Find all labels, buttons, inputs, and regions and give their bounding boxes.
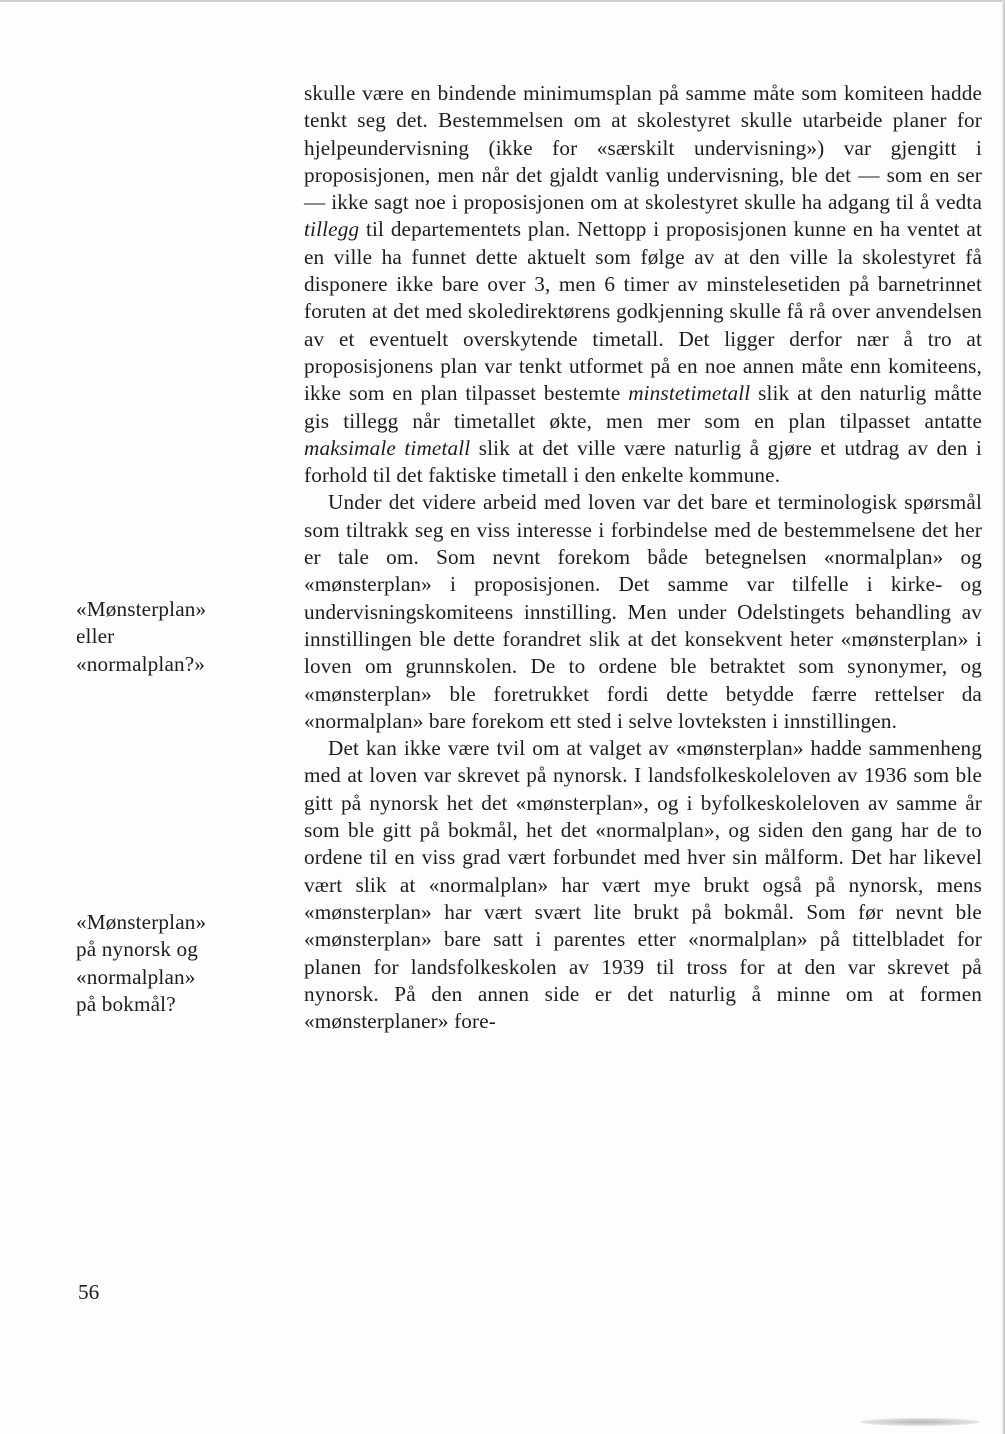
text-segment: Under det videre arbeid med loven var det bare et terminologisk spørsmål som tiltrakk seg en viss interesse i forbindelse med de bestemmelsene det her er tale om. Som nevnt forekom både betegnelsen «normalplan» og «mønsterplan» i proposisjonen. Det samme var tilfelle i kirke- og undervisningskomiteens innstilling. Men under Odelstingets behandling av innstillingen ble dette forandret slik at det konsekvent heter «mønsterplan» i loven om grunnskolen. De to ordene ble betraktet som synonymer, og «mønsterplan» ble foretrukket fordi dette betydde færre rettelser da «normalplan» bare forekom ett sted i selve lovteksten i innstillingen.	[304, 490, 982, 733]
top-edge-line	[0, 0, 1005, 2]
margin-note-nynorsk-bokmal	[76, 909, 276, 1018]
margin-note-line: på nynorsk og	[76, 937, 198, 962]
body-text	[304, 80, 982, 1035]
text-segment: slik at den naturlig måtte gis tillegg når timetallet økte, men mer som en plan tilpasset antatte	[304, 381, 982, 433]
margin-note-line: eller	[76, 624, 115, 649]
text-segment: skulle være en bindende minimumsplan på samme måte som komiteen hadde tenkt seg det. Bestemmelsen om at skolestyret skulle utarbeide planer for hjelpeundervisning (ikke for «særskilt undervisning») var gjengitt i proposisjonen, men når det gjaldt vanlig undervisning, ble det — som en ser — ikke sagt noe i proposisjonen om at skolestyret skulle ha adgang til å vedta	[304, 81, 982, 215]
italic-text-segment: tillegg	[304, 217, 360, 242]
italic-text-segment: minstetimetall	[628, 381, 751, 406]
margin-note-line: «Mønsterplan»	[76, 597, 207, 621]
text-segment: til departementets plan. Nettopp i proposisjonen kunne en ha ventet at en ville ha funnet dette aktuelt som følge av at den ville la skolestyret få disponere ikke bare over 3, men 6 timer av minstelesetiden på barnetrinnet foruten at det med skoledirektørens godkjenning skulle få rå over anvendelsen av et eventuelt overskytende timetall. Det ligger derfor nær å tro at proposisjonens plan var tenkt utformet på en noe annen måte enn komiteens, ikke som en plan tilpasset bestemte	[304, 217, 982, 406]
text-segment: Det kan ikke være tvil om at valget av «mønsterplan» hadde sammenheng med at loven var skrevet på nynorsk. I landsfolkeskoleloven av 1936 som ble gitt på nynorsk het det «mønsterplan», og i byfolkeskoleloven av samme år som ble gitt på bokmål, het det «normalplan», og siden den gang har de to ordene til en viss grad vært forbundet med hver sin målform. Det har likevel vært slik at «normalplan» har vært mye brukt også på nynorsk, mens «mønsterplan» har vært svært lite brukt på bokmål. Som før nevnt ble «mønsterplan» bare satt i parentes etter «normalplan» på tittelbladet for planen for landsfolkeskolen av 1939 til tross for at den var skrevet på nynorsk. På den annen side er det naturlig å minne om at formen «mønsterplaner» fore-	[304, 736, 982, 1034]
italic-text-segment: maksimale timetall	[304, 435, 471, 460]
paragraph-3	[304, 735, 982, 1035]
margin-note-line: «Mønsterplan»	[76, 910, 207, 934]
margin-note-line: på bokmål?	[76, 991, 176, 1016]
margin-note-line: «normalplan?»	[76, 651, 206, 676]
paragraph-1	[304, 80, 982, 489]
margin-note-monsterplan-eller-normalplan	[76, 596, 276, 678]
text-segment: slik at det ville være naturlig å gjøre et utdrag av den i forhold til det faktiske timetall i den enkelte kommune.	[304, 435, 982, 488]
paragraph-2	[304, 489, 982, 735]
margin-note-line: «normalplan»	[76, 964, 196, 989]
scan-smudge	[860, 1418, 980, 1426]
page-number: 56	[78, 1280, 100, 1304]
